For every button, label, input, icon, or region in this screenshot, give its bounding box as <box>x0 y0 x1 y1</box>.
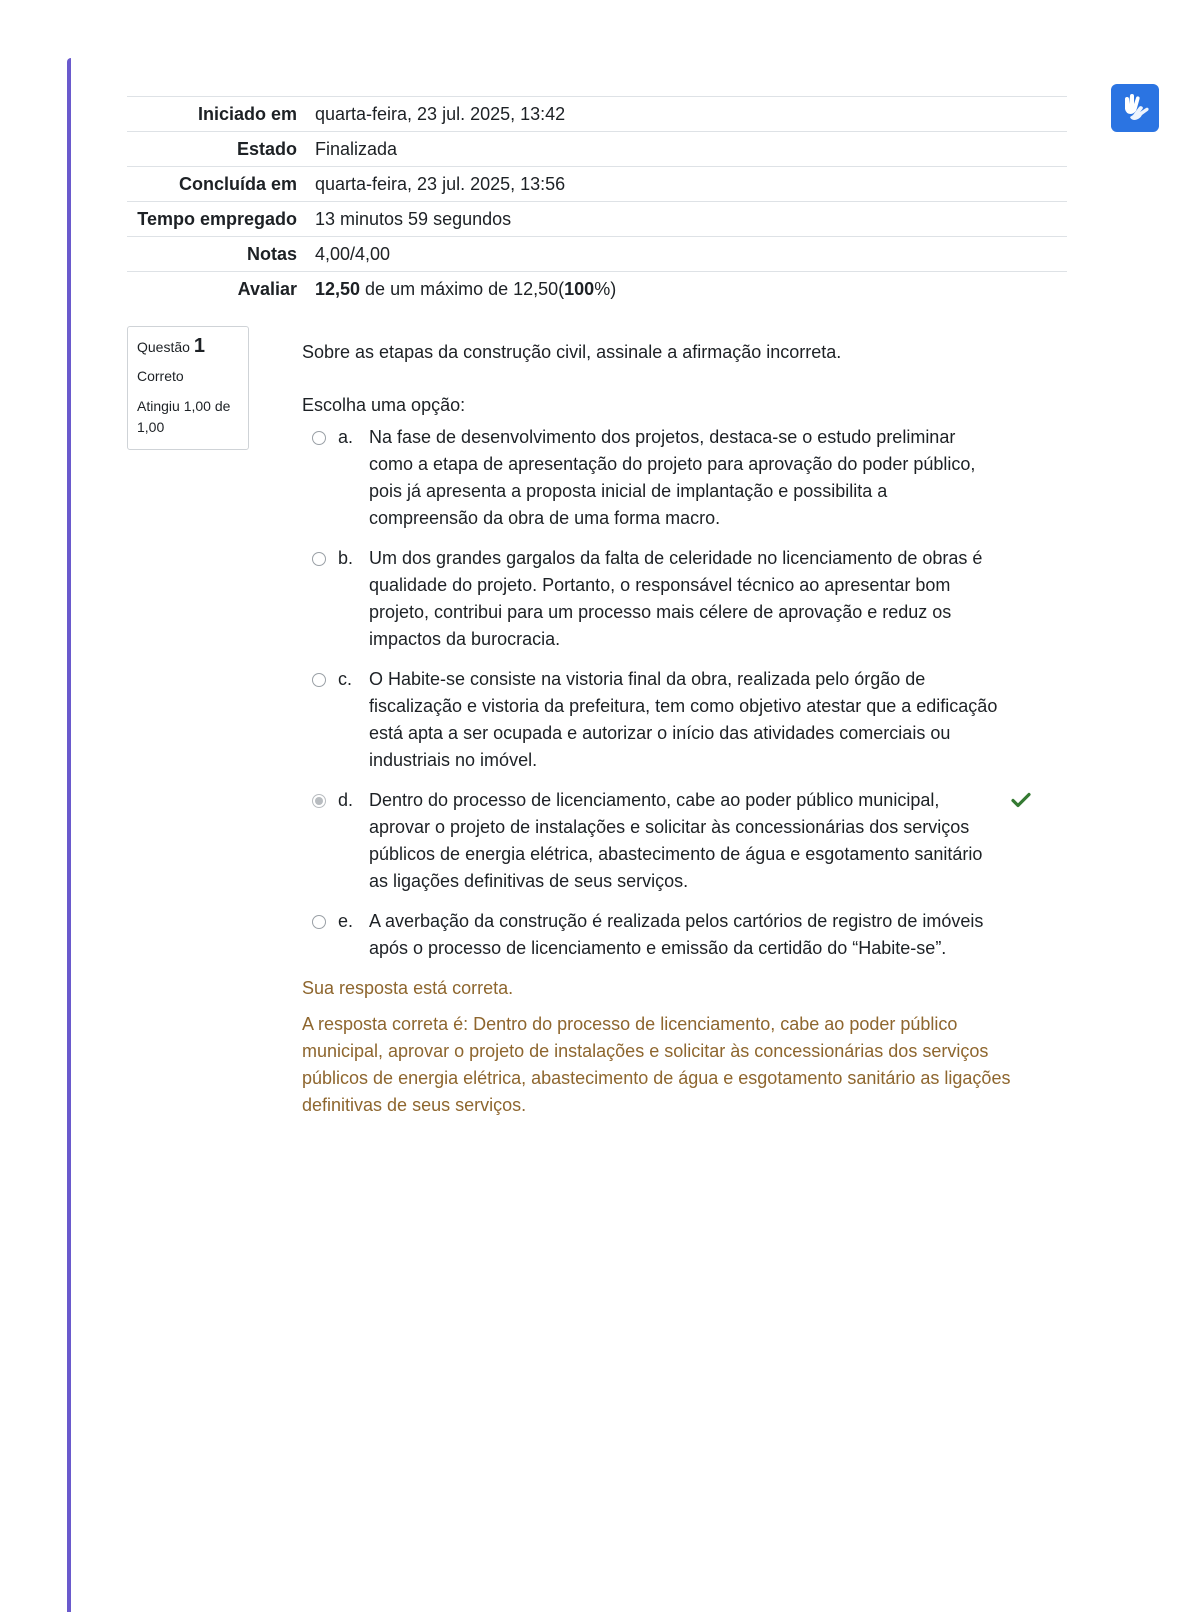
radio-button[interactable] <box>312 915 326 929</box>
summary-label: Estado <box>236 139 297 159</box>
answer-text: Um dos grandes gargalos da falta de celeridade no licenciamento de obras é qualidade do projeto. Portanto, o responsável técnico ao apresentar bom projeto, contribui para um processo mais célere de aprovação e reduz os impactos da burocracia. <box>369 548 983 649</box>
summary-label: Tempo empregado <box>137 209 297 229</box>
summary-row-marks <box>127 237 1067 272</box>
check-icon <box>1011 789 1031 816</box>
answer-list <box>312 424 1042 975</box>
question-grade: Atingiu 1,00 de 1,00 <box>137 398 231 435</box>
answer-letter: d. <box>338 790 354 810</box>
answer-option-c[interactable] <box>312 666 1042 774</box>
grade-percent: 100 <box>564 279 595 299</box>
summary-label: Notas <box>246 244 297 264</box>
answer-letter: a. <box>338 427 354 447</box>
answer-letter: b. <box>338 548 354 568</box>
radio-button[interactable] <box>312 431 326 445</box>
answer-option-b[interactable] <box>312 545 1042 653</box>
answer-option-a[interactable] <box>312 424 1042 532</box>
question-text: Sobre as etapas da construção civil, assinale a afirmação incorreta. <box>302 342 842 362</box>
answer-text: Dentro do processo de licenciamento, cabe ao poder público municipal, aprovar o projeto de instalações e solicitar às concessionárias dos serviços públicos de energia elétrica, abastecimento de água e esgotamento sanitário as ligações definitivas de seus serviços. <box>369 790 983 891</box>
summary-row-completed <box>127 167 1067 202</box>
accessibility-button[interactable] <box>1111 84 1159 132</box>
feedback-general: Sua resposta está correta. <box>302 978 514 998</box>
question-number <box>137 335 239 358</box>
question-state: Correto <box>137 368 184 384</box>
question-info-box <box>127 326 249 450</box>
left-accent-bar <box>67 58 71 1612</box>
summary-value <box>315 272 1067 307</box>
feedback-correct-answer: A resposta correta é: Dentro do processo de licenciamento, cabe ao poder público municipal, aprovar o projeto de instalações e solicitar às concessionárias dos serviços públicos de energia elétrica, abastecimento de água e esgotamento sanitário as ligações definitivas de seus serviços. <box>302 1014 1011 1115</box>
radio-button[interactable] <box>312 552 326 566</box>
grade-end-text: %) <box>594 279 617 299</box>
summary-value: 13 minutos 59 segundos <box>315 209 512 229</box>
summary-value: Finalizada <box>315 139 398 159</box>
summary-value: quarta-feira, 23 jul. 2025, 13:42 <box>315 104 566 124</box>
answer-option-e[interactable] <box>312 908 1042 962</box>
summary-label: Iniciado em <box>197 104 297 124</box>
question-label: Questão <box>137 339 190 355</box>
attempt-summary-table <box>127 96 1067 306</box>
answer-prompt: Escolha uma opção: <box>302 395 466 415</box>
summary-label: Avaliar <box>237 279 297 299</box>
sign-language-hands-icon <box>1119 93 1151 123</box>
radio-button[interactable] <box>312 673 326 687</box>
answer-text: Na fase de desenvolvimento dos projetos, destaca-se o estudo preliminar como a etapa de apresentação do projeto para aprovação do poder público, pois já apresenta a proposta inicial de implantação e possibilita a compreensão da obra de uma forma macro. <box>369 427 976 528</box>
question-number-value: 1 <box>193 335 205 357</box>
summary-label: Concluída em <box>178 174 297 194</box>
summary-row-grade <box>127 272 1067 307</box>
summary-row-time-taken <box>127 202 1067 237</box>
summary-row-started <box>127 97 1067 132</box>
summary-value: quarta-feira, 23 jul. 2025, 13:56 <box>315 174 566 194</box>
answer-letter: c. <box>338 669 353 689</box>
summary-value: 4,00/4,00 <box>315 244 391 264</box>
grade-score: 12,50 <box>315 279 361 299</box>
feedback-panel <box>302 975 1042 1119</box>
answer-option-d[interactable] <box>312 787 1042 895</box>
answer-letter: e. <box>338 911 354 931</box>
answer-text: A averbação da construção é realizada pelos cartórios de registro de imóveis após o processo de licenciamento e emissão da certidão do “Habite-se”. <box>369 911 984 958</box>
answer-text: O Habite-se consiste na vistoria final da obra, realizada pelo órgão de fiscalização e vistoria da prefeitura, tem como objetivo atestar que a edificação está apta a ser ocupada e autorizar o início das atividades comerciais ou industriais no imóvel. <box>369 669 998 770</box>
grade-middle-text: de um máximo de 12,50( <box>360 279 565 299</box>
summary-row-state <box>127 132 1067 167</box>
radio-button-selected[interactable] <box>312 794 326 808</box>
